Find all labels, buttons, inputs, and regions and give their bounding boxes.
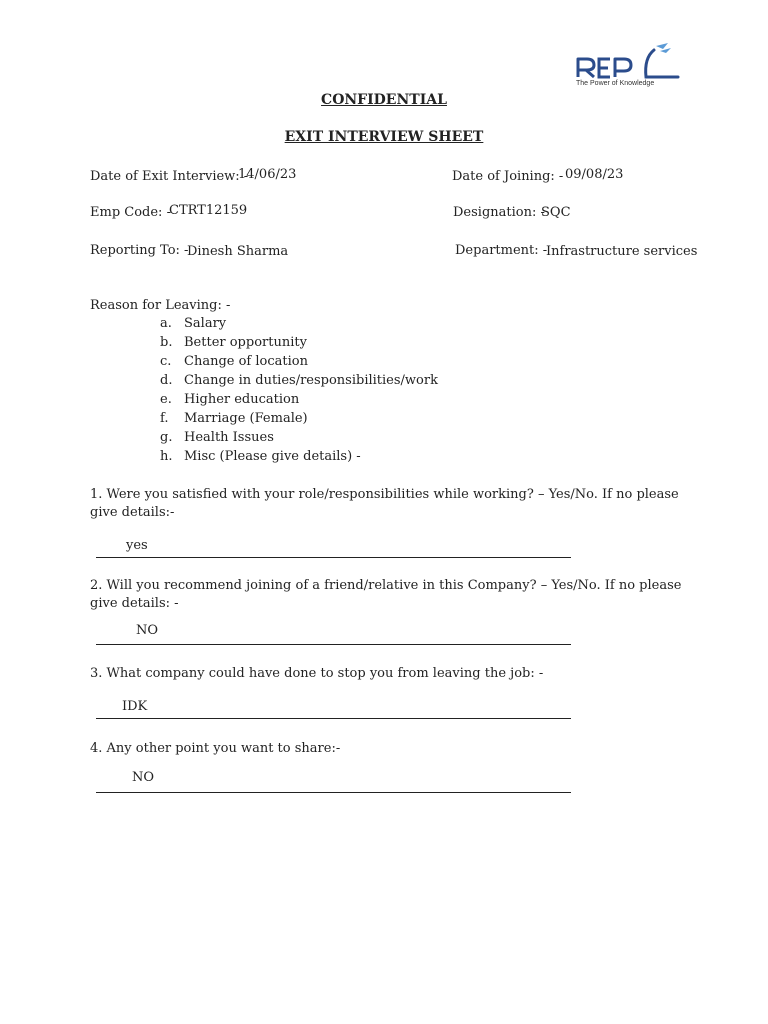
reason-letter: d. bbox=[160, 373, 173, 388]
answer-2-underline bbox=[96, 644, 571, 645]
reason-letter: h. bbox=[160, 449, 173, 464]
reason-letter: g. bbox=[160, 430, 173, 445]
logo-letter-l bbox=[646, 50, 678, 77]
answer-1-underline bbox=[96, 557, 571, 558]
exit-date-value: 14/06/23 bbox=[238, 167, 297, 182]
department-label: Department: - bbox=[455, 243, 548, 258]
sheet-title: EXIT INTERVIEW SHEET bbox=[284, 129, 484, 145]
answer-4: NO bbox=[132, 770, 155, 785]
joining-date-label: Date of Joining: - bbox=[452, 169, 564, 184]
reason-text: Better opportunity bbox=[184, 335, 307, 350]
exit-date-label: Date of Exit Interview: - bbox=[90, 169, 249, 184]
question-4: 4. Any other point you want to share:- bbox=[90, 741, 341, 756]
reason-text: Change of location bbox=[184, 354, 308, 369]
designation-value: SQC bbox=[541, 205, 571, 220]
answer-3-underline bbox=[96, 718, 571, 719]
reason-text: Change in duties/responsibilities/work bbox=[184, 373, 438, 388]
answer-2: NO bbox=[136, 623, 159, 638]
logo-letter-p bbox=[615, 59, 631, 77]
logo-letter-e bbox=[599, 59, 610, 77]
logo-accent-shape-2 bbox=[660, 48, 671, 53]
reason-letter: a. bbox=[160, 316, 172, 331]
question-2: 2. Will you recommend joining of a friend/relative in this Company? – Yes/No. If no please give details: - bbox=[90, 578, 682, 611]
logo-accent-shape bbox=[656, 43, 668, 49]
confidential-title: CONFIDENTIAL bbox=[321, 92, 447, 108]
reason-text: Health Issues bbox=[184, 430, 274, 445]
emp-code-value: CTRT12159 bbox=[169, 203, 248, 218]
reporting-to-value: Dinesh Sharma bbox=[187, 244, 289, 259]
reason-text: Salary bbox=[184, 316, 227, 331]
reason-text: Marriage (Female) bbox=[184, 411, 308, 426]
designation-label: Designation: - bbox=[453, 205, 545, 220]
reason-letter: f. bbox=[160, 411, 169, 426]
reporting-to-label: Reporting To: - bbox=[90, 243, 189, 258]
question-1: 1. Were you satisfied with your role/responsibilities while working? – Yes/No. If no please give details:- bbox=[90, 487, 679, 520]
reason-letter: e. bbox=[160, 392, 172, 407]
logo-tagline: The Power of Knowledge bbox=[576, 80, 655, 87]
logo-letter-r bbox=[578, 59, 594, 77]
answer-4-underline bbox=[96, 792, 571, 793]
reason-heading: Reason for Leaving: - bbox=[90, 298, 231, 313]
emp-code-label: Emp Code: - bbox=[90, 205, 171, 220]
answer-1: yes bbox=[126, 538, 148, 553]
reason-letter: b. bbox=[160, 335, 173, 350]
question-3: 3. What company could have done to stop you from leaving the job: - bbox=[90, 666, 544, 681]
reason-text: Higher education bbox=[184, 392, 300, 407]
answer-3: IDK bbox=[122, 699, 148, 714]
reason-letter: c. bbox=[160, 354, 172, 369]
department-value: Infrastructure services bbox=[546, 244, 698, 259]
reason-text: Misc (Please give details) - bbox=[184, 449, 361, 464]
joining-date-value: 09/08/23 bbox=[565, 167, 624, 182]
